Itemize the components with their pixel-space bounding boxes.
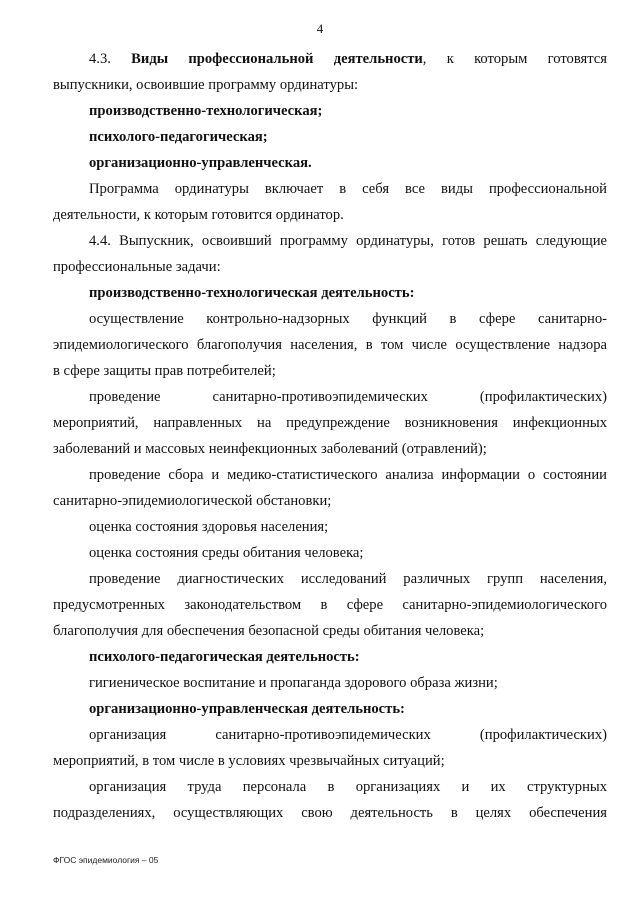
production-task-1-line-2: эпидемиологического благополучия населения, в том числе осуществление надзора (53, 337, 607, 353)
production-task-3-line-2: санитарно-эпидемиологической обстановки; (53, 493, 332, 509)
management-task-1-line-1: организация санитарно-противоэпидемических (профилактических) (89, 727, 607, 743)
activity-type-2: психолого-педагогическая; (89, 129, 268, 145)
summary-line-1: Программа ординатуры включает в себя все виды профессиональной (89, 181, 607, 197)
section-4-3-heading (89, 49, 607, 69)
management-task-1-line-2: мероприятий, в том числе в условиях чрезвычайных ситуаций; (53, 753, 445, 769)
management-task-2-line-1: организация труда персонала в организациях и их структурных (89, 779, 607, 795)
production-heading: производственно-технологическая деятельность: (89, 285, 415, 301)
production-task-2-line-3: заболеваний и массовых неинфекционных заболеваний (отравлений); (53, 441, 487, 457)
production-task-6-line-3: благополучия для обеспечения безопасной среды обитания человека; (53, 623, 485, 639)
production-task-1-line-3: в сфере защиты прав потребителей; (53, 363, 276, 379)
section-4-3-title: Виды профессиональной деятельности (131, 51, 423, 67)
activity-type-1: производственно-технологическая; (89, 103, 323, 119)
production-task-6-line-2: предусмотренных законодательством в сфере санитарно-эпидемиологического (53, 597, 607, 613)
section-4-3-title-rest: , к которым готовятся (422, 51, 607, 67)
pedagogical-task-1: гигиеническое воспитание и пропаганда здорового образа жизни; (89, 675, 498, 691)
production-task-1-line-1: осуществление контрольно-надзорных функций в сфере санитарно- (89, 311, 607, 327)
production-task-2-line-2: мероприятий, направленных на предупреждение возникновения инфекционных (53, 415, 607, 431)
pedagogical-heading: психолого-педагогическая деятельность: (89, 649, 360, 665)
section-4-3-number: 4.3. (89, 51, 111, 67)
section-4-4-line-2: профессиональные задачи: (53, 259, 221, 275)
document-footer: ФГОС эпидемиология – 05 (53, 855, 159, 865)
production-task-5: оценка состояния среды обитания человека; (89, 545, 364, 561)
production-task-4: оценка состояния здоровья населения; (89, 519, 329, 535)
production-task-3-line-1: проведение сбора и медико-статистического анализа информации о состоянии (89, 467, 607, 483)
activity-type-3: организационно-управленческая. (89, 155, 312, 171)
page-number: 4 (316, 21, 324, 36)
section-4-4-line-1: 4.4. Выпускник, освоивший программу ординатуры, готов решать следующие (89, 233, 607, 249)
production-task-2-line-1: проведение санитарно-противоэпидемических (профилактических) (89, 389, 607, 405)
management-task-2-line-2: подразделениях, осуществляющих свою деятельность в целях обеспечения (53, 805, 607, 821)
management-heading: организационно-управленческая деятельность: (89, 701, 405, 717)
summary-line-2: деятельности, к которым готовится ординатор. (53, 207, 344, 223)
section-4-3-line-2: выпускники, освоившие программу ординатуры: (53, 77, 359, 93)
production-task-6-line-1: проведение диагностических исследований различных групп населения, (89, 571, 607, 587)
